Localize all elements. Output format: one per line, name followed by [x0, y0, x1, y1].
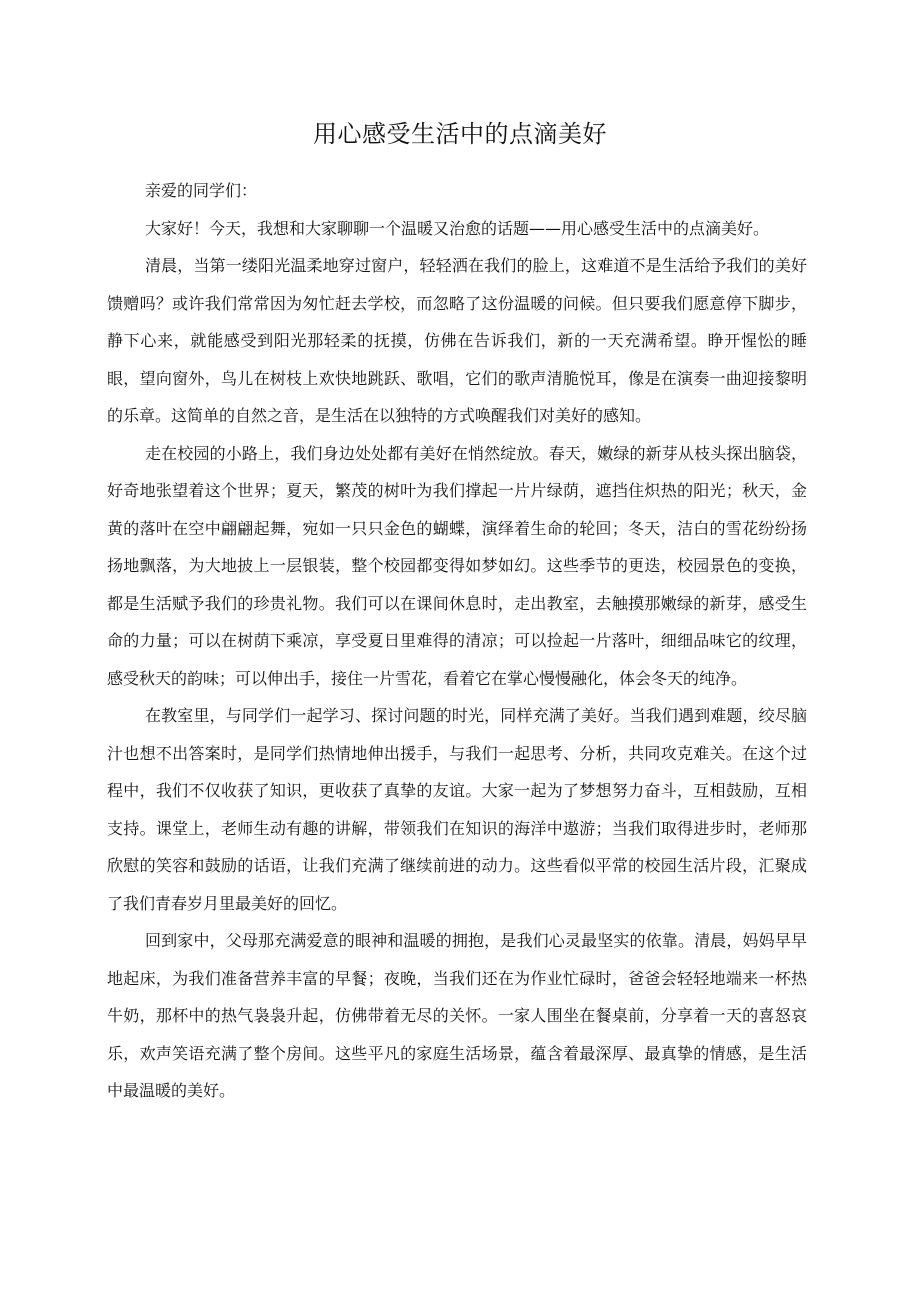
greeting: 亲爱的同学们： [145, 181, 258, 200]
paragraph-intro: 大家好！今天，我想和大家聊聊一个温暖又治愈的话题——用心感受生活中的点滴美好。 [145, 218, 770, 238]
paragraph-home: 回到家中，父母那充满爱意的眼神和温暖的拥抱，是我们心灵最坚实的依靠。清晨，妈妈早早地起床，为我们准备营养丰富的早餐；夜晚，当我们还在为作业忙碌时，爸爸会轻轻地端来一杯热牛奶，那杯中的热气袅袅升起，仿佛带着无尽的关怀。一家人围坐在餐桌前，分享着一天的喜怒哀乐，欢声笑语充满了整个房间。这些平凡的家庭生活场景，蕴含着最深厚、最真挚的情感，是生活中最温暖的美好。 [107, 931, 807, 1100]
paragraph-classroom: 在教室里，与同学们一起学习、探讨问题的时光，同样充满了美好。当我们遇到难题，绞尽脑汁也想不出答案时，是同学们热情地伸出援手，与我们一起思考、分析，共同攻克难关。在这个过程中，我们不仅收获了知识，更收获了真挚的友谊。大家一起为了梦想努力奋斗，互相鼓励，互相支持。课堂上，老师生动有趣的讲解，带领我们在知识的海洋中遨游；当我们取得进步时，老师那欣慰的笑容和鼓励的话语，让我们充满了继续前进的动力。这些看似平常的校园生活片段，汇聚成了我们青春岁月里最美好的回忆。 [107, 706, 807, 913]
paragraph-morning: 清晨，当第一缕阳光温柔地穿过窗户，轻轻洒在我们的脸上，这难道不是生活给予我们的美好馈赠吗？或许我们常常因为匆忙赶去学校，而忽略了这份温暖的问候。但只要我们愿意停下脚步，静下心来，就能感受到阳光那轻柔的抚摸，仿佛在告诉我们，新的一天充满希望。睁开惺忪的睡眼，望向窗外，鸟儿在树枝上欢快地跳跃、歌唱，它们的歌声清脆悦耳，像是在演奏一曲迎接黎明的乐章。这简单的自然之音，是生活在以独特的方式唤醒我们对美好的感知。 [107, 256, 807, 425]
page-title: 用心感受生活中的点滴美好 [313, 120, 607, 148]
document-body [107, 172, 807, 1110]
paragraph-campus: 走在校园的小路上，我们身边处处都有美好在悄然绽放。春天，嫩绿的新芽从枝头探出脑袋，好奇地张望着这个世界；夏天，繁茂的树叶为我们撑起一片片绿荫，遮挡住炽热的阳光；秋天，金黄的落叶在空中翩翩起舞，宛如一只只金色的蝴蝶，演绎着生命的轮回；冬天，洁白的雪花纷纷扬扬地飘落，为大地披上一层银装，整个校园都变得如梦如幻。这些季节的更迭，校园景色的变换，都是生活赋予我们的珍贵礼物。我们可以在课间休息时，走出教室，去触摸那嫩绿的新芽，感受生命的力量；可以在树荫下乘凉，享受夏日里难得的清凉；可以捡起一片落叶，细细品味它的纹理，感受秋天的韵味；可以伸出手，接住一片雪花，看着它在掌心慢慢融化，体会冬天的纯净。 [107, 443, 807, 688]
